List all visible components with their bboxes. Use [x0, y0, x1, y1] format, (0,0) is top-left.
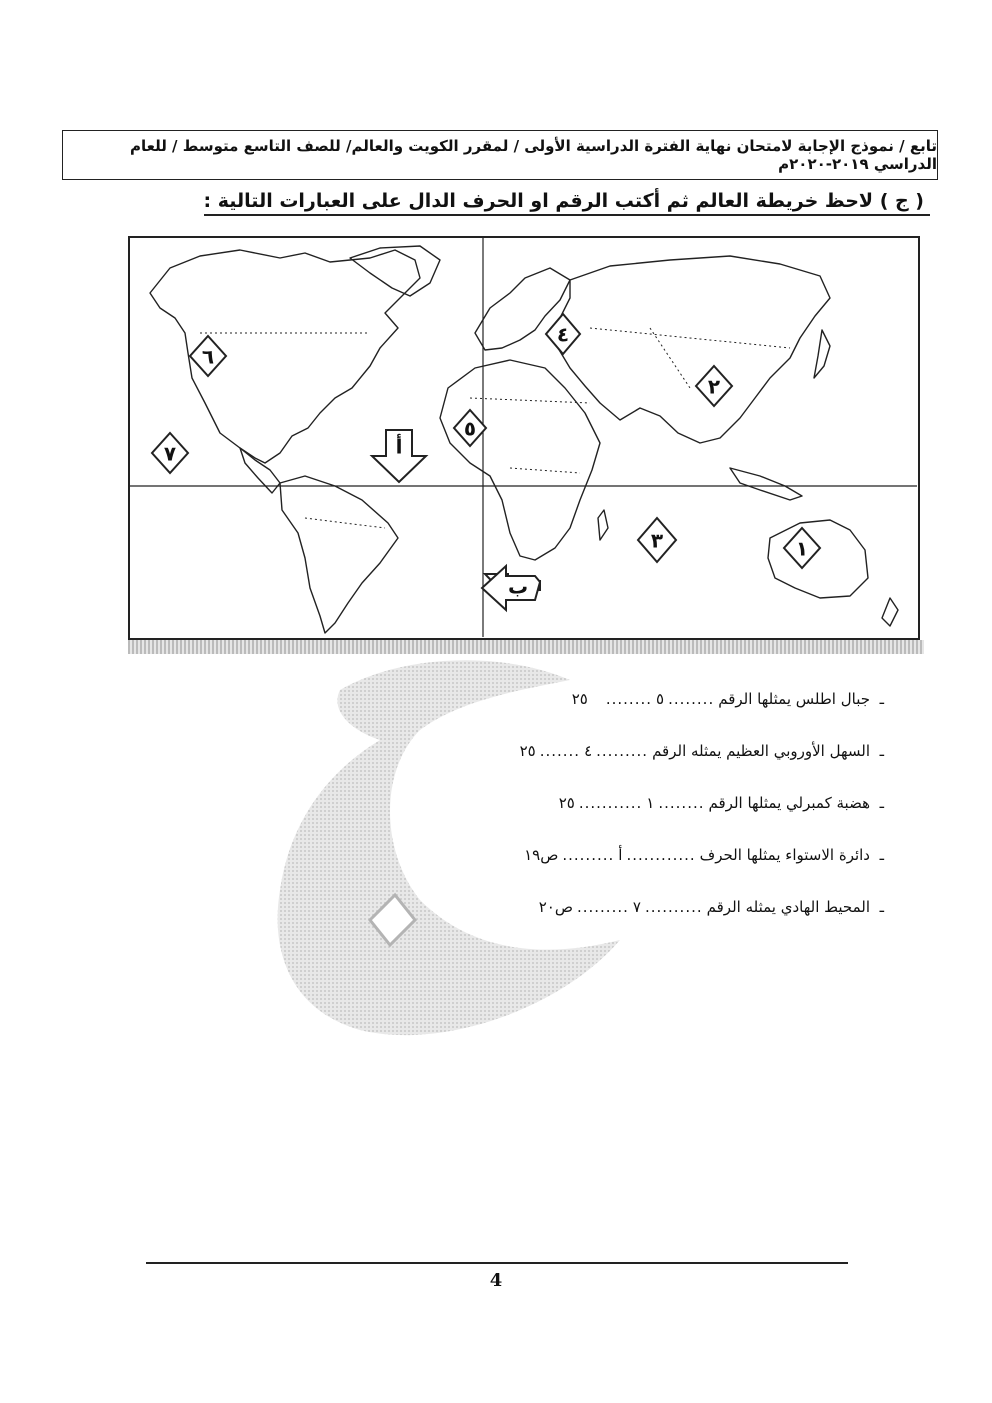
footer-rule: [146, 1262, 848, 1264]
answer-reference: ص١٩: [524, 846, 559, 864]
answer-reference: ص٢٠: [538, 898, 573, 916]
asia-outline: [558, 256, 830, 443]
answer-value: ٥: [656, 690, 665, 708]
question-heading: ( ج ) لاحظ خريطة العالم ثم أكتب الرقم او الحرف الدال على العبارات التالية :: [204, 190, 930, 216]
marker-b-label: ب: [507, 574, 529, 599]
answer-value: ١: [646, 794, 655, 812]
world-map-drawing: [130, 238, 917, 637]
marker-7-label: ٧: [163, 441, 177, 466]
page-number: 4: [489, 1270, 503, 1291]
answer-reference: ٢٥: [558, 794, 575, 812]
answer-value: ٧: [632, 898, 641, 916]
answer-reference: ٢٥: [571, 690, 588, 708]
marker-2-label: ٢: [707, 374, 721, 399]
answer-row-1: ـ جبال اطلس يمثلها الرقم ........ ٥ ........ ٢٥: [571, 690, 884, 708]
marker-5-label: ٥: [463, 416, 477, 441]
answer-value: أ: [618, 846, 623, 864]
answer-text: هضبة كمبرلي يمثلها الرقم: [708, 794, 870, 812]
answer-value: ٤: [584, 742, 593, 760]
africa-outline: [440, 360, 600, 560]
answer-reference: ٢٥: [519, 742, 536, 760]
japan-outline: [814, 330, 830, 378]
answer-row-5: ـ المحيط الهادي يمثله الرقم .......... ٧ ......... ص٢٠: [538, 898, 884, 916]
indonesia-outline: [730, 468, 802, 500]
answer-row-3: ـ هضبة كمبرلي يمثلها الرقم ........ ١ ........... ٢٥: [558, 794, 884, 812]
answers-list: [424, 690, 884, 950]
marker-a-label: أ: [395, 434, 403, 459]
answer-text: السهل الأوروبي العظيم يمثله الرقم: [652, 742, 870, 760]
south-america-outline: [280, 476, 398, 633]
header-text: تابع / نموذج الإجابة لامتحان نهاية الفترة الدراسية الأولى / لمقرر الكويت والعالم/ للصف التاسع متوسط / للعام الدراسي ٢٠١٩-٢٠٢٠م: [129, 137, 937, 173]
header-box: [62, 130, 938, 180]
marker-6-label: ٦: [201, 344, 215, 369]
answer-text: دائرة الاستواء يمثلها الحرف: [699, 846, 870, 864]
marker-3-label: ٣: [650, 528, 664, 553]
answer-row-4: ـ دائرة الاستواء يمثلها الحرف ............ أ ......... ص١٩: [524, 846, 884, 864]
greenland-outline: [350, 246, 440, 296]
australia-outline: [768, 520, 868, 598]
answer-row-2: ـ السهل الأوروبي العظيم يمثله الرقم ......... ٤ ....... ٢٥: [519, 742, 884, 760]
marker-1-label: ١: [795, 536, 809, 561]
answer-text: جبال اطلس يمثلها الرقم: [718, 690, 870, 708]
madagascar-outline: [598, 510, 608, 540]
new-zealand-outline: [882, 598, 898, 626]
world-map: [128, 236, 920, 640]
marker-4-label: ٤: [556, 322, 570, 347]
answer-text: المحيط الهادي يمثله الرقم: [706, 898, 870, 916]
